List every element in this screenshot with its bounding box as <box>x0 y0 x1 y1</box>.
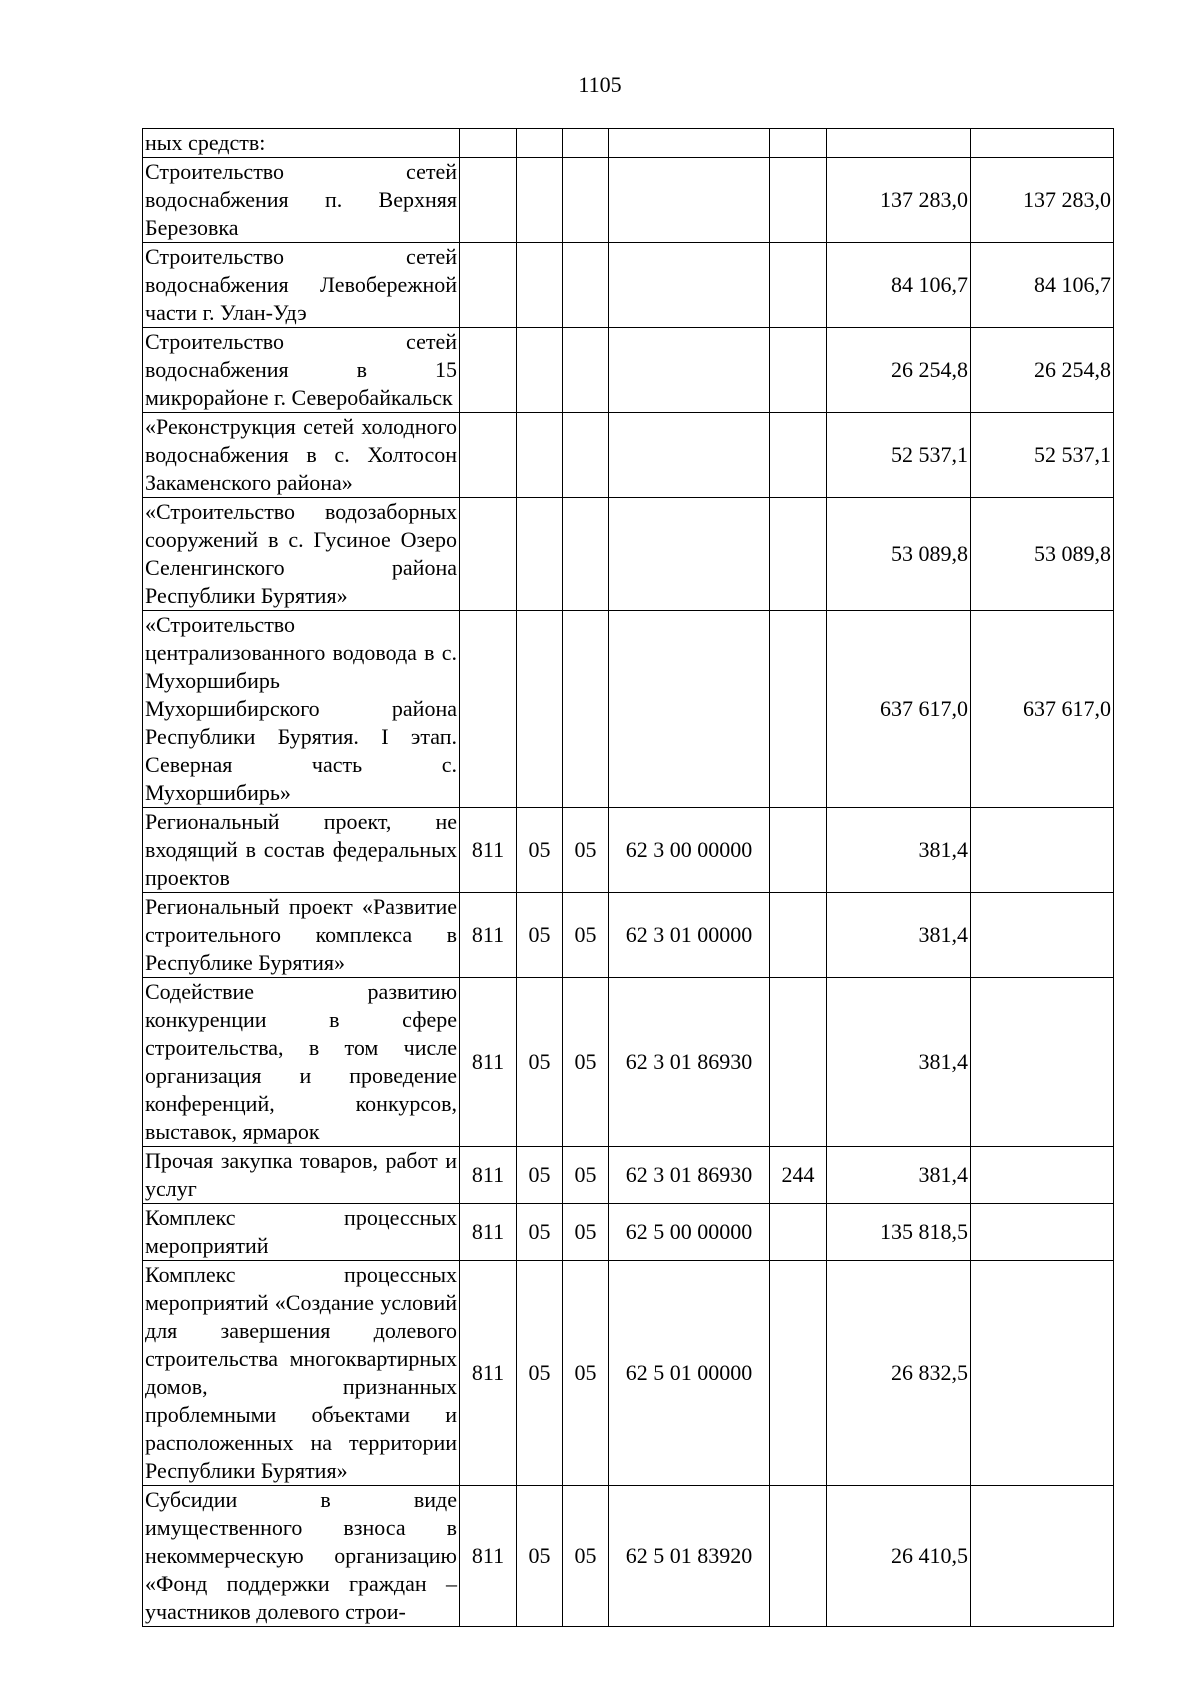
expense-type-code <box>770 1486 827 1627</box>
ministry-code <box>460 129 517 158</box>
amount-federal: 52 537,1 <box>971 413 1114 498</box>
ministry-code <box>460 611 517 808</box>
amount-federal <box>971 129 1114 158</box>
target-article-code: 62 5 01 00000 <box>609 1261 770 1486</box>
expense-type-code <box>770 893 827 978</box>
table-row <box>143 328 1114 413</box>
subsection-code <box>563 413 609 498</box>
amount-total: 137 283,0 <box>827 158 971 243</box>
amount-total <box>827 129 971 158</box>
target-article-code <box>609 413 770 498</box>
ministry-code: 811 <box>460 978 517 1147</box>
ministry-code: 811 <box>460 1486 517 1627</box>
amount-federal: 637 617,0 <box>971 611 1114 808</box>
expense-type-code: 244 <box>770 1147 827 1204</box>
subsection-code: 05 <box>563 1204 609 1261</box>
amount-federal <box>971 1147 1114 1204</box>
section-code <box>517 158 563 243</box>
expense-type-code <box>770 158 827 243</box>
subsection-code <box>563 498 609 611</box>
amount-total: 381,4 <box>827 893 971 978</box>
section-code: 05 <box>517 1147 563 1204</box>
table-row <box>143 498 1114 611</box>
amount-federal <box>971 1261 1114 1486</box>
expense-type-code <box>770 328 827 413</box>
target-article-code: 62 5 01 83920 <box>609 1486 770 1627</box>
subsection-code <box>563 158 609 243</box>
amount-total: 135 818,5 <box>827 1204 971 1261</box>
subsection-code <box>563 243 609 328</box>
subsection-code: 05 <box>563 808 609 893</box>
table-body <box>143 129 1114 1627</box>
section-code: 05 <box>517 893 563 978</box>
table-row <box>143 1147 1114 1204</box>
ministry-code: 811 <box>460 893 517 978</box>
amount-federal: 84 106,7 <box>971 243 1114 328</box>
expense-type-code <box>770 1261 827 1486</box>
row-name: Строительство сетей водоснабжения п. Верхняя Березовка <box>143 158 460 243</box>
subsection-code: 05 <box>563 1261 609 1486</box>
subsection-code <box>563 328 609 413</box>
row-name: «Строительство водозаборных сооружений в с. Гусиное Озеро Селенгинского района Республики Бурятия» <box>143 498 460 611</box>
target-article-code: 62 5 00 00000 <box>609 1204 770 1261</box>
table-row <box>143 129 1114 158</box>
row-name: «Строительство централизованного водовода в с. Мухоршибирь Мухоршибирского района Республики Бурятия. I этап. Северная часть с. Мухоршибирь» <box>143 611 460 808</box>
subsection-code: 05 <box>563 978 609 1147</box>
section-code: 05 <box>517 1261 563 1486</box>
expense-type-code <box>770 413 827 498</box>
table-row <box>143 893 1114 978</box>
page-number: 1105 <box>578 72 622 97</box>
ministry-code <box>460 158 517 243</box>
target-article-code: 62 3 01 00000 <box>609 893 770 978</box>
table-row <box>143 413 1114 498</box>
ministry-code <box>460 243 517 328</box>
table-row <box>143 1261 1114 1486</box>
table-row <box>143 1486 1114 1627</box>
section-code: 05 <box>517 1204 563 1261</box>
amount-federal <box>971 1204 1114 1261</box>
subsection-code <box>563 611 609 808</box>
amount-total: 52 537,1 <box>827 413 971 498</box>
row-name: Комплекс процессных мероприятий «Создание условий для завершения долевого строительства многоквартирных домов, признанных проблемными объектами и расположенных на территории Республики Бурятия» <box>143 1261 460 1486</box>
row-name: Строительство сетей водоснабжения Левобережной части г. Улан-Удэ <box>143 243 460 328</box>
row-name: Региональный проект, не входящий в состав федеральных проектов <box>143 808 460 893</box>
row-name: «Реконструкция сетей холодного водоснабжения в с. Холтосон Закаменского района» <box>143 413 460 498</box>
budget-table <box>142 128 1114 1627</box>
section-code <box>517 611 563 808</box>
ministry-code: 811 <box>460 1204 517 1261</box>
table-row <box>143 808 1114 893</box>
table-row <box>143 611 1114 808</box>
ministry-code <box>460 413 517 498</box>
row-name: ных средств: <box>143 129 460 158</box>
row-name: Комплекс процессных мероприятий <box>143 1204 460 1261</box>
target-article-code <box>609 243 770 328</box>
expense-type-code <box>770 129 827 158</box>
amount-total: 26 410,5 <box>827 1486 971 1627</box>
row-name: Строительство сетей водоснабжения в 15 микрорайоне г. Северобайкальск <box>143 328 460 413</box>
subsection-code <box>563 129 609 158</box>
section-code: 05 <box>517 1486 563 1627</box>
target-article-code: 62 3 00 00000 <box>609 808 770 893</box>
table-row <box>143 1204 1114 1261</box>
amount-total: 84 106,7 <box>827 243 971 328</box>
section-code: 05 <box>517 978 563 1147</box>
amount-total: 381,4 <box>827 1147 971 1204</box>
section-code <box>517 129 563 158</box>
amount-total: 381,4 <box>827 978 971 1147</box>
expense-type-code <box>770 1204 827 1261</box>
ministry-code: 811 <box>460 808 517 893</box>
expense-type-code <box>770 808 827 893</box>
ministry-code: 811 <box>460 1261 517 1486</box>
amount-federal: 53 089,8 <box>971 498 1114 611</box>
expense-type-code <box>770 243 827 328</box>
subsection-code: 05 <box>563 1486 609 1627</box>
table-row <box>143 243 1114 328</box>
amount-total: 637 617,0 <box>827 611 971 808</box>
section-code: 05 <box>517 808 563 893</box>
expense-type-code <box>770 978 827 1147</box>
row-name: Региональный проект «Развитие строительного комплекса в Республике Бурятия» <box>143 893 460 978</box>
table-row <box>143 978 1114 1147</box>
ministry-code <box>460 498 517 611</box>
target-article-code <box>609 158 770 243</box>
section-code <box>517 243 563 328</box>
amount-federal <box>971 893 1114 978</box>
target-article-code <box>609 328 770 413</box>
amount-federal <box>971 808 1114 893</box>
amount-federal <box>971 978 1114 1147</box>
expense-type-code <box>770 498 827 611</box>
target-article-code <box>609 498 770 611</box>
subsection-code: 05 <box>563 893 609 978</box>
ministry-code <box>460 328 517 413</box>
expense-type-code <box>770 611 827 808</box>
target-article-code <box>609 129 770 158</box>
amount-federal <box>971 1486 1114 1627</box>
ministry-code: 811 <box>460 1147 517 1204</box>
subsection-code: 05 <box>563 1147 609 1204</box>
section-code <box>517 413 563 498</box>
row-name: Содействие развитию конкуренции в сфере строительства, в том числе организация и проведение конференций, конкурсов, выставок, ярмарок <box>143 978 460 1147</box>
section-code <box>517 498 563 611</box>
table-row <box>143 158 1114 243</box>
section-code <box>517 328 563 413</box>
row-name: Прочая закупка товаров, работ и услуг <box>143 1147 460 1204</box>
target-article-code: 62 3 01 86930 <box>609 1147 770 1204</box>
amount-total: 26 254,8 <box>827 328 971 413</box>
amount-total: 381,4 <box>827 808 971 893</box>
target-article-code: 62 3 01 86930 <box>609 978 770 1147</box>
row-name: Субсидии в виде имущественного взноса в некоммерческую организацию «Фонд поддержки граждан – участников долевого строи- <box>143 1486 460 1627</box>
amount-total: 53 089,8 <box>827 498 971 611</box>
amount-federal: 137 283,0 <box>971 158 1114 243</box>
amount-federal: 26 254,8 <box>971 328 1114 413</box>
target-article-code <box>609 611 770 808</box>
amount-total: 26 832,5 <box>827 1261 971 1486</box>
